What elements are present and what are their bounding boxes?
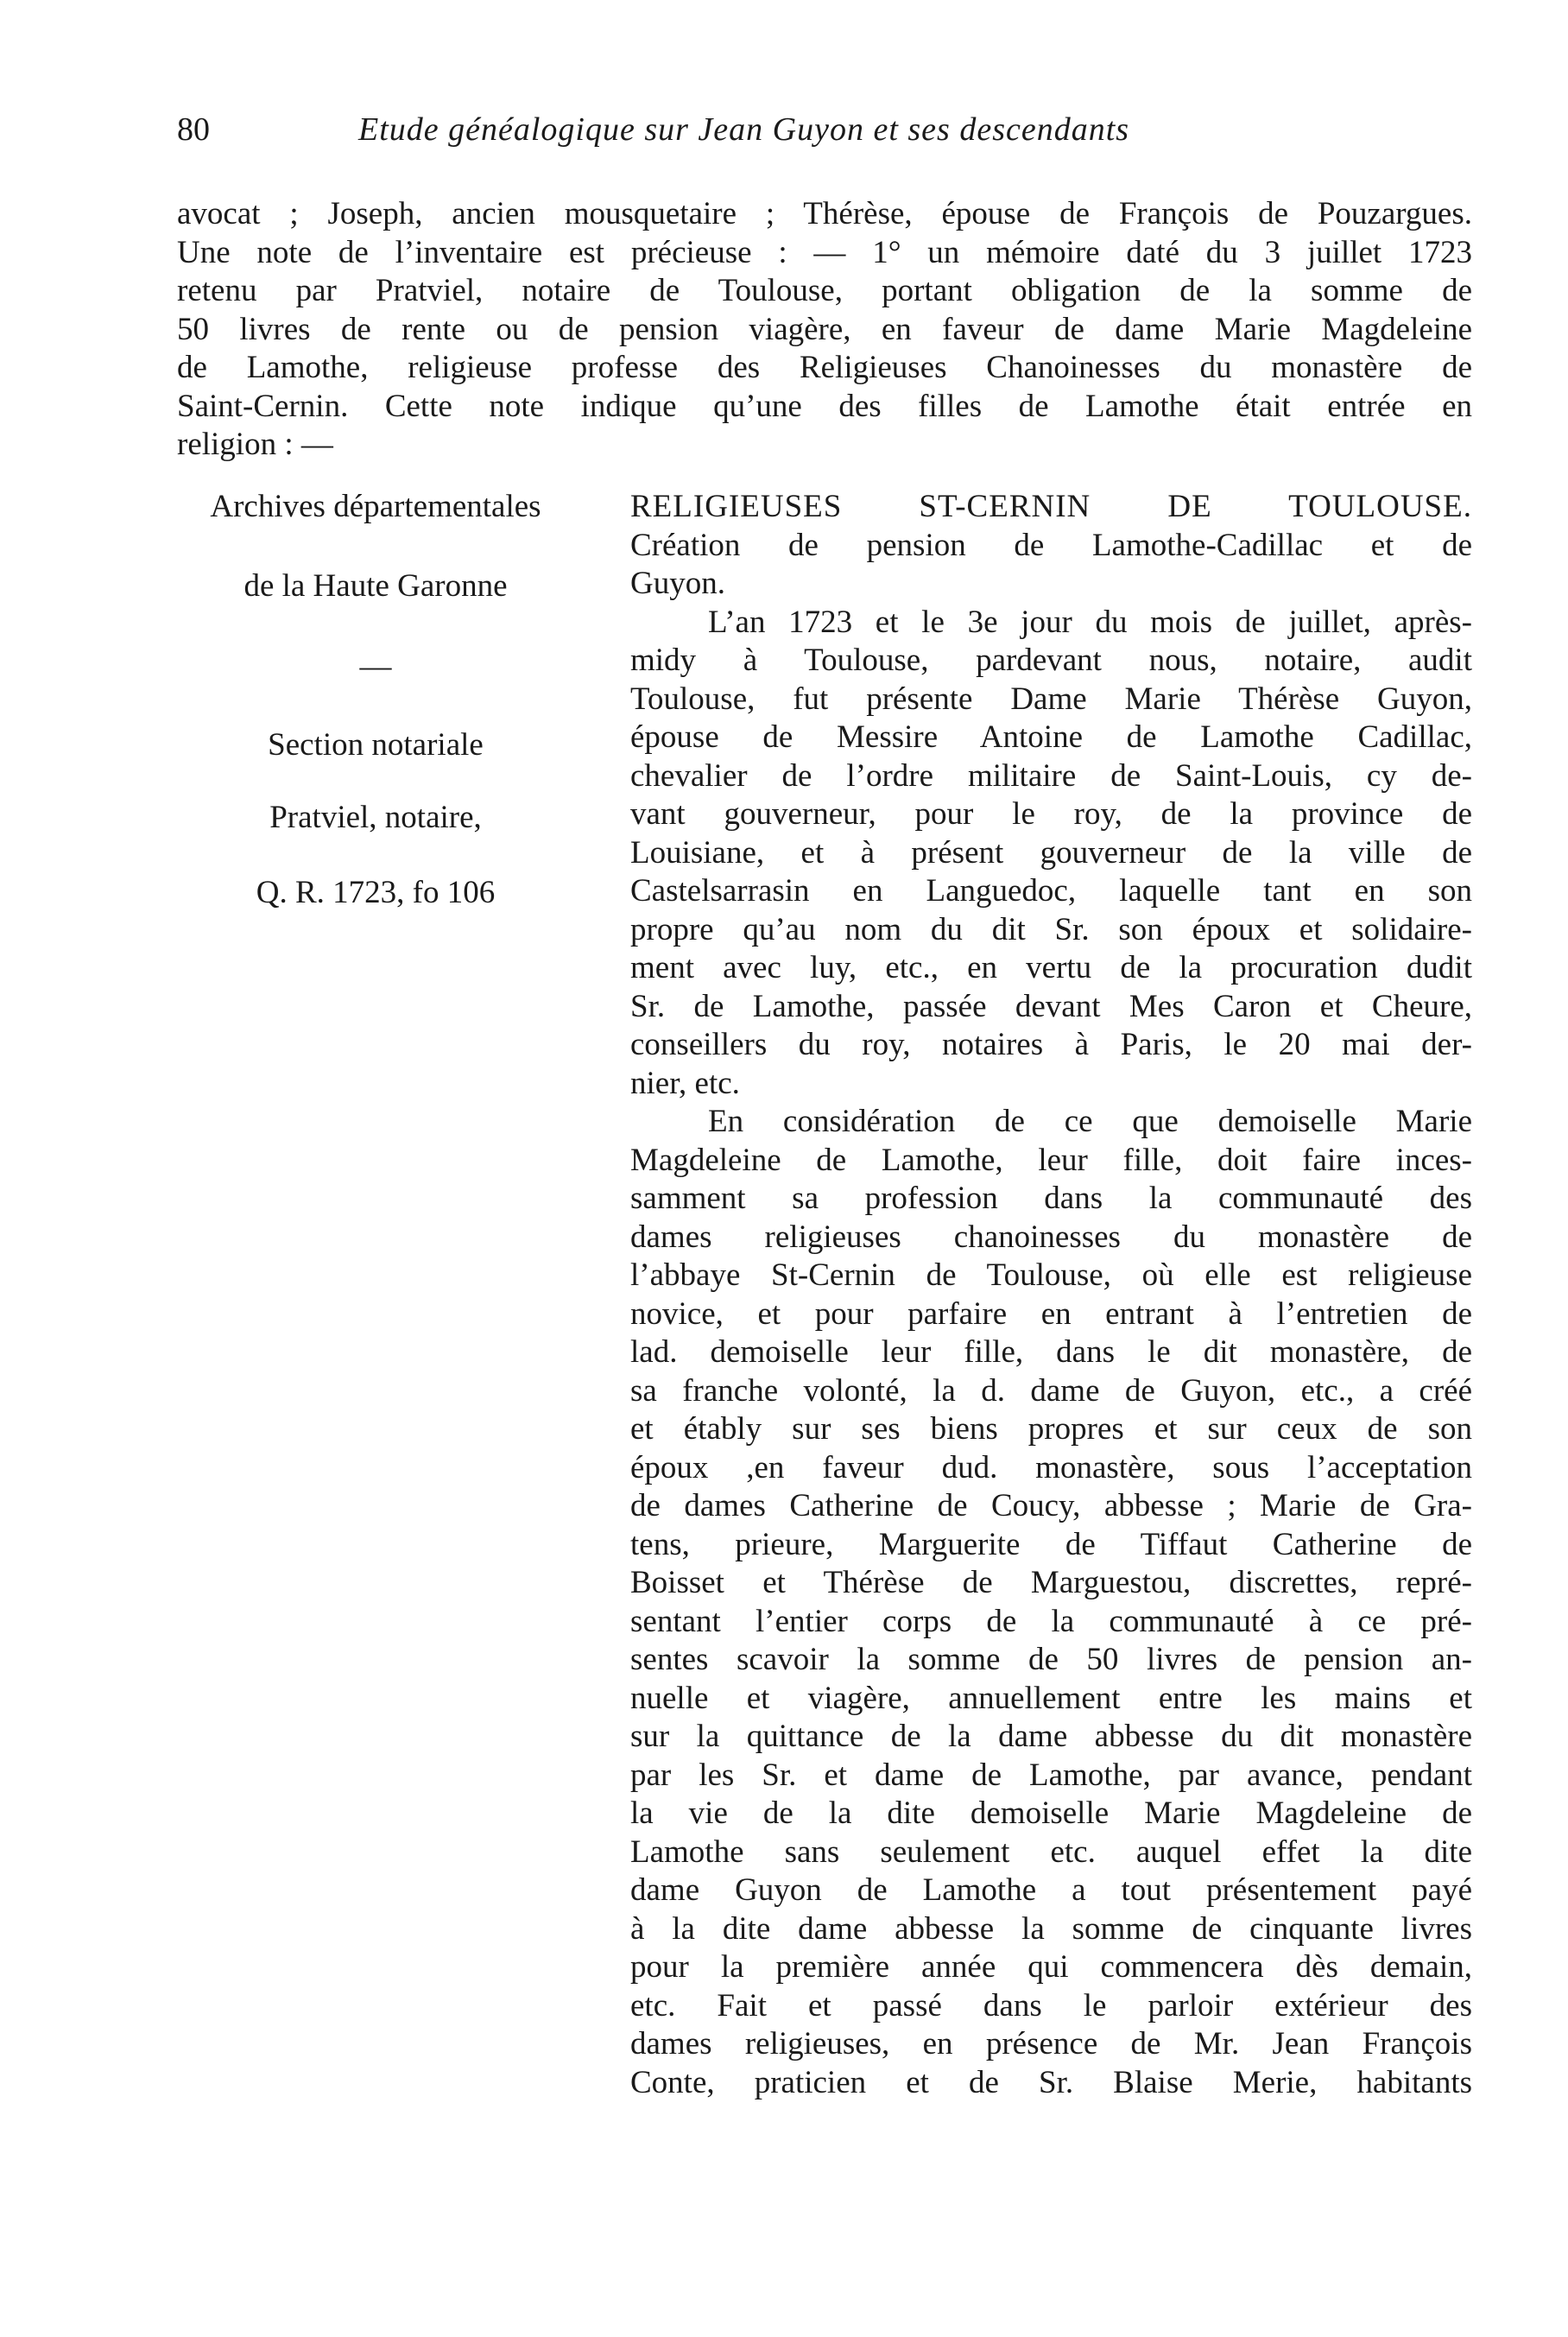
text-line: samment sa profession dans la communauté des bbox=[630, 1181, 1472, 1216]
intro-line: 50 livres de rente ou de pension viagère, en faveur de dame Marie Magdeleine bbox=[177, 311, 1472, 347]
text-line: novice, et pour parfaire en entrant à l’entretien de bbox=[630, 1295, 1472, 1332]
text-line: Boisset et Thérèse de Marguestou, discrettes, repré- bbox=[630, 1565, 1472, 1600]
text-line: propre qu’au nom du dit Sr. son époux et solidaire- bbox=[630, 911, 1472, 947]
text-line: midy à Toulouse, pardevant nous, notaire, audit bbox=[630, 643, 1472, 678]
text-line: et étably sur ses biens propres et sur ceux de son bbox=[630, 1411, 1472, 1447]
text-line: épouse de Messire Antoine de Lamothe Cadillac, bbox=[630, 719, 1472, 755]
text-line: par les Sr. et dame de Lamothe, par avance, pendant bbox=[630, 1757, 1472, 1793]
text-line: L’an 1723 et le 3e jour du mois de juillet, après- bbox=[708, 604, 1472, 640]
text-line: à la dite dame abbesse la somme de cinquante livres bbox=[630, 1910, 1472, 1947]
intro-line: Une note de l’inventaire est précieuse : — 1° un mémoire daté du 3 juillet 1723 bbox=[177, 234, 1472, 270]
main-text bbox=[630, 488, 1472, 2102]
text-line: Magdeleine de Lamothe, leur fille, doit faire inces- bbox=[630, 1142, 1472, 1178]
intro-line: retenu par Pratviel, notaire de Toulouse, portant obligation de la somme de bbox=[177, 273, 1472, 308]
text-line: de dames Catherine de Coucy, abbesse ; Marie de Gra- bbox=[630, 1488, 1472, 1523]
text-line: ment avec luy, etc., en vertu de la procuration dudit bbox=[630, 950, 1472, 985]
page-header bbox=[177, 111, 1299, 154]
text-line: Sr. de Lamothe, passée devant Mes Caron et Cheure, bbox=[630, 988, 1472, 1024]
text-line: Guyon. bbox=[630, 566, 725, 601]
running-title: Etude généalogique sur Jean Guyon et ses descendants bbox=[358, 111, 1130, 148]
text-line: sa franche volonté, la d. dame de Guyon, etc., a créé bbox=[630, 1372, 1472, 1409]
archive-name: Archives départementales bbox=[210, 489, 541, 524]
text-line: Castelsarrasin en Languedoc, laquelle tant en son bbox=[630, 873, 1472, 909]
archive-reference: Q. R. 1723, fo 106 bbox=[256, 875, 496, 910]
text-line: Toulouse, fut présente Dame Marie Thérèse Guyon, bbox=[630, 681, 1472, 717]
intro-line: Saint-Cernin. Cette note indique qu’une des filles de Lamothe était entrée en bbox=[177, 388, 1472, 424]
text-line: époux ,en faveur dud. monastère, sous l’acceptation bbox=[630, 1449, 1472, 1485]
text-line: Lamothe sans seulement etc. auquel effet la dite bbox=[630, 1834, 1472, 1870]
text-line: nuelle et viagère, annuellement entre les mains et bbox=[630, 1680, 1472, 1716]
text-line: dames religieuses, en présence de Mr. Jean François bbox=[630, 2026, 1472, 2062]
intro-paragraph bbox=[177, 195, 1472, 465]
text-line: chevalier de l’ordre militaire de Saint-Louis, cy de- bbox=[630, 757, 1472, 794]
text-line: la vie de la dite demoiselle Marie Magdeleine de bbox=[630, 1796, 1472, 1831]
text-line: sur la quittance de la dame abbesse du dit monastère bbox=[630, 1719, 1472, 1754]
text-line: l’abbaye St-Cernin de Toulouse, où elle est religieuse bbox=[630, 1257, 1472, 1293]
margin-dash: — bbox=[359, 649, 392, 684]
text-line: sentant l’entier corps de la communauté à ce pré- bbox=[630, 1603, 1472, 1639]
archive-section: Section notariale bbox=[268, 727, 484, 763]
text-line: Création de pension de Lamothe-Cadillac et de bbox=[630, 527, 1472, 563]
page-number: 80 bbox=[177, 111, 210, 148]
archive-region: de la Haute Garonne bbox=[243, 568, 508, 604]
text-line: lad. demoiselle leur fille, dans le dit monastère, de bbox=[630, 1334, 1472, 1370]
archive-notary: Pratviel, notaire, bbox=[269, 800, 482, 835]
intro-line: avocat ; Joseph, ancien mousquetaire ; Thérèse, épouse de François de Pouzargues. bbox=[177, 196, 1472, 231]
intro-line: de Lamothe, religieuse professe des Religieuses Chanoinesses du monastère de bbox=[177, 350, 1472, 385]
text-line: En considération de ce que demoiselle Marie bbox=[708, 1104, 1472, 1139]
text-line: etc. Fait et passé dans le parloir extérieur des bbox=[630, 1987, 1472, 2024]
text-line: pour la première année qui commencera dès demain, bbox=[630, 1949, 1472, 1985]
section-heading: RELIGIEUSES ST-CERNIN DE TOULOUSE. bbox=[630, 489, 1472, 524]
text-line: dame Guyon de Lamothe a tout présentement payé bbox=[630, 1872, 1472, 1908]
intro-line: religion : — bbox=[177, 427, 333, 462]
text-line: conseillers du roy, notaires à Paris, le 20 mai der- bbox=[630, 1027, 1472, 1062]
text-line: Louisiane, et à présent gouverneur de la ville de bbox=[630, 834, 1472, 871]
text-line: Conte, praticien et de Sr. Blaise Merie, habitants bbox=[630, 2064, 1472, 2100]
text-line: tens, prieure, Marguerite de Tiffaut Catherine de bbox=[630, 1526, 1472, 1562]
text-line: vant gouverneur, pour le roy, de la province de bbox=[630, 796, 1472, 832]
text-line: sentes scavoir la somme de 50 livres de pension an- bbox=[630, 1642, 1472, 1677]
text-line: nier, etc. bbox=[630, 1065, 740, 1101]
text-line: dames religieuses chanoinesses du monastère de bbox=[630, 1219, 1472, 1255]
